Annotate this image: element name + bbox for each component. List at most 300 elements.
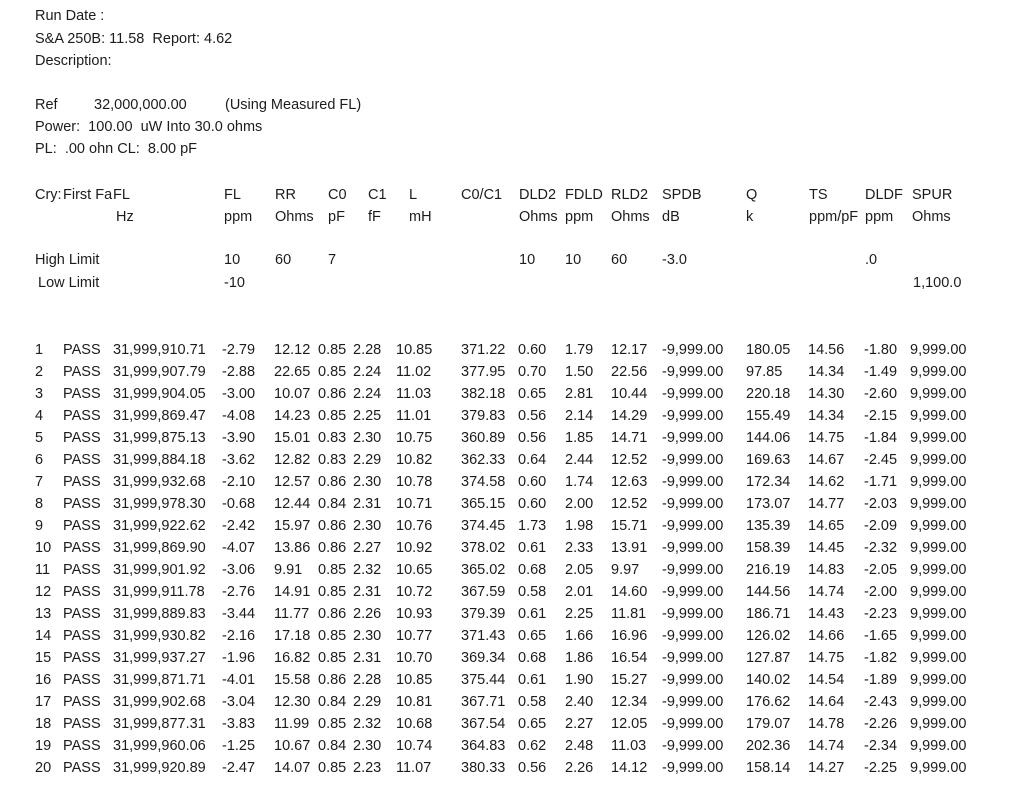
cell-fdld: 2.27 [565, 716, 594, 732]
cell-fl-hz: 31,999,937.27 [113, 650, 206, 666]
cell-fl-ppm: -3.90 [222, 430, 256, 446]
column-unit-c0: pF [328, 209, 345, 225]
cell-dld2: 0.68 [518, 562, 547, 578]
cell-rr: 14.23 [274, 408, 311, 424]
cell-fl-hz: 31,999,932.68 [113, 474, 206, 490]
cell-rld2: 14.29 [611, 408, 648, 424]
cell-dld2: 0.61 [518, 606, 547, 622]
cell-ts: 14.34 [808, 364, 845, 380]
column-unit-l: mH [409, 209, 432, 225]
cell-ts: 14.74 [808, 738, 845, 754]
cell-c0: 0.85 [318, 628, 347, 644]
cell-crystal: 17 [35, 694, 52, 710]
cell-rld2: 16.96 [611, 628, 648, 644]
table-row [0, 430, 1009, 447]
cell-c0-c1: 379.83 [461, 408, 506, 424]
cell-fdld: 1.50 [565, 364, 594, 380]
cell-l: 10.78 [396, 474, 433, 490]
cell-dldf: -2.34 [864, 738, 898, 754]
table-row [0, 650, 1009, 667]
cell-rld2: 22.56 [611, 364, 648, 380]
cell-spur: 9,999.00 [910, 672, 967, 688]
cell-rr: 12.30 [274, 694, 311, 710]
cell-l: 11.03 [396, 386, 432, 402]
cell-fl-ppm: -4.07 [222, 540, 256, 556]
cell-crystal: 19 [35, 738, 52, 754]
column-header-result: First Fa [63, 187, 113, 203]
cell-l: 10.81 [396, 694, 433, 710]
cell-ts: 14.56 [808, 342, 845, 358]
cell-c0: 0.86 [318, 606, 347, 622]
cell-rld2: 11.81 [611, 606, 647, 622]
column-unit-dld2: Ohms [519, 209, 558, 225]
cell-c1: 2.25 [353, 408, 382, 424]
cell-rld2: 14.12 [611, 760, 648, 776]
cell-rr: 15.01 [274, 430, 311, 446]
table-row [0, 518, 1009, 535]
column-unit-spur: Ohms [912, 209, 951, 225]
cell-spur: 9,999.00 [910, 650, 967, 666]
cell-c0-c1: 371.43 [461, 628, 506, 644]
cell-q: 158.14 [746, 760, 791, 776]
cell-spur: 9,999.00 [910, 342, 967, 358]
column-header-fl-hz: FL [113, 187, 130, 203]
cell-dldf: -2.00 [864, 584, 898, 600]
cell-result: PASS [63, 672, 101, 688]
cell-dld2: 0.56 [518, 430, 547, 446]
cell-fdld: 1.66 [565, 628, 594, 644]
high-limit-dld2: 10 [519, 252, 536, 268]
cell-result: PASS [63, 496, 101, 512]
column-header-spdb: SPDB [662, 187, 702, 203]
cell-fl-hz: 31,999,904.05 [113, 386, 206, 402]
cell-rr: 10.07 [274, 386, 311, 402]
cell-result: PASS [63, 474, 101, 490]
cell-rld2: 9.97 [611, 562, 640, 578]
cell-l: 10.65 [396, 562, 433, 578]
cell-spur: 9,999.00 [910, 716, 967, 732]
cell-fdld: 1.79 [565, 342, 594, 358]
cell-spdb: -9,999.00 [662, 694, 724, 710]
high-limit-spdb: -3.0 [662, 252, 687, 268]
cell-dld2: 0.64 [518, 452, 547, 468]
cell-fl-hz: 31,999,920.89 [113, 760, 206, 776]
cell-dldf: -2.23 [864, 606, 898, 622]
table-row [0, 540, 1009, 557]
table-row [0, 628, 1009, 645]
cell-crystal: 2 [35, 364, 44, 380]
cell-fl-ppm: -0.68 [222, 496, 256, 512]
cell-crystal: 11 [35, 562, 51, 578]
column-header-rld2: RLD2 [611, 187, 649, 203]
cell-dld2: 0.68 [518, 650, 547, 666]
cell-rld2: 10.44 [611, 386, 648, 402]
cell-l: 10.85 [396, 672, 433, 688]
table-row [0, 364, 1009, 381]
cell-dldf: -1.82 [864, 650, 898, 666]
cell-c1: 2.30 [353, 430, 382, 446]
cell-c0-c1: 360.89 [461, 430, 506, 446]
cell-result: PASS [63, 408, 101, 424]
cell-c0-c1: 365.15 [461, 496, 506, 512]
cell-crystal: 20 [35, 760, 52, 776]
column-unit-rld2: Ohms [611, 209, 650, 225]
cell-result: PASS [63, 760, 101, 776]
cell-c0-c1: 364.83 [461, 738, 506, 754]
table-row [0, 562, 1009, 579]
cell-spur: 9,999.00 [910, 408, 967, 424]
table-row [0, 606, 1009, 623]
cell-dld2: 1.73 [518, 518, 547, 534]
cell-fl-hz: 31,999,871.71 [113, 672, 206, 688]
cell-fl-hz: 31,999,911.78 [113, 584, 205, 600]
cell-c0-c1: 374.58 [461, 474, 506, 490]
cell-l: 10.68 [396, 716, 433, 732]
cell-ts: 14.74 [808, 584, 845, 600]
column-header-dldf: DLDF [865, 187, 903, 203]
ref-label: Ref [35, 97, 58, 113]
cell-c1: 2.24 [353, 364, 382, 380]
table-row [0, 386, 1009, 403]
cell-l: 10.74 [396, 738, 433, 754]
cell-ts: 14.64 [808, 694, 845, 710]
cell-fdld: 2.14 [565, 408, 594, 424]
cell-crystal: 16 [35, 672, 52, 688]
cell-spdb: -9,999.00 [662, 738, 724, 754]
cell-ts: 14.66 [808, 628, 845, 644]
cell-spur: 9,999.00 [910, 496, 967, 512]
high-limit-row [0, 252, 1009, 269]
cell-dldf: -2.09 [864, 518, 898, 534]
cell-spdb: -9,999.00 [662, 650, 724, 666]
cell-c1: 2.29 [353, 694, 382, 710]
cell-spdb: -9,999.00 [662, 452, 724, 468]
cell-fl-ppm: -2.47 [222, 760, 256, 776]
cell-spdb: -9,999.00 [662, 540, 724, 556]
cell-c0: 0.84 [318, 738, 347, 754]
cell-rld2: 12.63 [611, 474, 648, 490]
table-row [0, 408, 1009, 425]
cell-fl-hz: 31,999,901.92 [113, 562, 206, 578]
table-row [0, 738, 1009, 755]
cell-dldf: -2.32 [864, 540, 898, 556]
cell-result: PASS [63, 606, 101, 622]
cell-crystal: 10 [35, 540, 52, 556]
ref-value: 32,000,000.00 [94, 97, 187, 113]
cell-result: PASS [63, 518, 101, 534]
cell-ts: 14.77 [808, 496, 845, 512]
cell-crystal: 4 [35, 408, 44, 424]
cell-spur: 9,999.00 [910, 606, 967, 622]
cell-q: 186.71 [746, 606, 791, 622]
cell-rr: 15.58 [274, 672, 311, 688]
cell-ts: 14.34 [808, 408, 845, 424]
cell-fdld: 2.25 [565, 606, 594, 622]
cell-spdb: -9,999.00 [662, 628, 724, 644]
cell-crystal: 12 [35, 584, 52, 600]
cell-fl-ppm: -2.79 [222, 342, 256, 358]
cell-c0: 0.85 [318, 584, 347, 600]
cell-dldf: -2.43 [864, 694, 898, 710]
cell-spdb: -9,999.00 [662, 606, 724, 622]
cell-result: PASS [63, 540, 101, 556]
cell-dldf: -1.65 [864, 628, 898, 644]
column-unit-dldf: ppm [865, 209, 894, 225]
cell-spur: 9,999.00 [910, 430, 967, 446]
low-limit-row [0, 275, 1009, 292]
cell-ts: 14.65 [808, 518, 845, 534]
cell-crystal: 6 [35, 452, 44, 468]
cell-c0: 0.86 [318, 518, 347, 534]
cell-l: 10.71 [396, 496, 433, 512]
cell-rr: 12.82 [274, 452, 311, 468]
column-unit-ts: ppm/pF [809, 209, 859, 225]
cell-crystal: 15 [35, 650, 52, 666]
cell-c1: 2.30 [353, 474, 382, 490]
cell-c1: 2.30 [353, 518, 382, 534]
cell-ts: 14.30 [808, 386, 845, 402]
cell-dldf: -2.03 [864, 496, 898, 512]
cell-c1: 2.32 [353, 716, 382, 732]
cell-rld2: 12.52 [611, 452, 648, 468]
cell-crystal: 3 [35, 386, 44, 402]
cell-result: PASS [63, 650, 101, 666]
cell-rld2: 13.91 [611, 540, 648, 556]
cell-q: 220.18 [746, 386, 791, 402]
cell-c0-c1: 379.39 [461, 606, 506, 622]
cell-fl-ppm: -2.88 [222, 364, 256, 380]
cell-fdld: 2.33 [565, 540, 594, 556]
cell-dldf: -2.60 [864, 386, 898, 402]
cell-fl-hz: 31,999,907.79 [113, 364, 206, 380]
cell-result: PASS [63, 562, 101, 578]
cell-fl-hz: 31,999,889.83 [113, 606, 206, 622]
cell-l: 10.85 [396, 342, 433, 358]
cell-spur: 9,999.00 [910, 738, 967, 754]
cell-dld2: 0.65 [518, 386, 547, 402]
cell-c1: 2.27 [353, 540, 382, 556]
cell-rld2: 12.17 [611, 342, 648, 358]
table-row [0, 672, 1009, 689]
cell-result: PASS [63, 364, 101, 380]
high-limit-dldf: .0 [865, 252, 878, 268]
column-header-c0-c1: C0/C1 [461, 187, 503, 203]
cell-spdb: -9,999.00 [662, 672, 724, 688]
pl-cl-line: PL: .00 ohn CL: 8.00 pF [35, 141, 198, 157]
cell-ts: 14.45 [808, 540, 845, 556]
column-header-fl-ppm: FL [224, 187, 241, 203]
cell-fl-ppm: -4.01 [222, 672, 256, 688]
column-header-fdld: FDLD [565, 187, 603, 203]
high-limit-fdld: 10 [565, 252, 582, 268]
column-units [0, 209, 1009, 226]
cell-crystal: 1 [35, 342, 44, 358]
cell-rld2: 11.03 [611, 738, 647, 754]
column-header-q: Q [746, 187, 758, 203]
cell-result: PASS [63, 452, 101, 468]
cell-l: 10.72 [396, 584, 433, 600]
cell-rr: 17.18 [274, 628, 311, 644]
table-row [0, 694, 1009, 711]
cell-spdb: -9,999.00 [662, 386, 724, 402]
cell-ts: 14.75 [808, 430, 845, 446]
cell-fl-hz: 31,999,902.68 [113, 694, 206, 710]
cell-c0-c1: 365.02 [461, 562, 506, 578]
cell-spur: 9,999.00 [910, 364, 967, 380]
cell-crystal: 9 [35, 518, 44, 534]
cell-fdld: 1.86 [565, 650, 594, 666]
cell-l: 10.75 [396, 430, 433, 446]
cell-c0: 0.85 [318, 760, 347, 776]
cell-rr: 16.82 [274, 650, 311, 666]
cell-rld2: 12.34 [611, 694, 648, 710]
cell-spdb: -9,999.00 [662, 760, 724, 776]
cell-c1: 2.31 [353, 584, 382, 600]
cell-rr: 12.12 [274, 342, 311, 358]
low-limit-fl-ppm: -10 [224, 275, 245, 291]
cell-c0-c1: 382.18 [461, 386, 506, 402]
cell-c0: 0.86 [318, 540, 347, 556]
cell-dldf: -2.25 [864, 760, 898, 776]
version-line: S&A 250B: 11.58 Report: 4.62 [35, 31, 233, 47]
cell-fdld: 1.90 [565, 672, 594, 688]
column-header-c1: C1 [368, 187, 387, 203]
cell-q: 172.34 [746, 474, 791, 490]
cell-spdb: -9,999.00 [662, 716, 724, 732]
power-line: Power: 100.00 uW Into 30.0 ohms [35, 119, 263, 135]
cell-crystal: 14 [35, 628, 52, 644]
table-row [0, 716, 1009, 733]
cell-dldf: -1.89 [864, 672, 898, 688]
cell-c0-c1: 374.45 [461, 518, 506, 534]
cell-spur: 9,999.00 [910, 452, 967, 468]
cell-spdb: -9,999.00 [662, 430, 724, 446]
cell-fdld: 1.74 [565, 474, 594, 490]
cell-crystal: 8 [35, 496, 44, 512]
cell-c0-c1: 377.95 [461, 364, 506, 380]
cell-q: 97.85 [746, 364, 783, 380]
cell-q: 155.49 [746, 408, 791, 424]
column-unit-c1: fF [368, 209, 381, 225]
cell-c0-c1: 378.02 [461, 540, 506, 556]
cell-fdld: 2.01 [565, 584, 594, 600]
cell-ts: 14.43 [808, 606, 845, 622]
cell-fdld: 1.98 [565, 518, 594, 534]
cell-spdb: -9,999.00 [662, 364, 724, 380]
cell-c1: 2.23 [353, 760, 382, 776]
cell-fdld: 2.44 [565, 452, 594, 468]
cell-fdld: 1.85 [565, 430, 594, 446]
cell-fl-hz: 31,999,869.90 [113, 540, 206, 556]
table-row [0, 474, 1009, 491]
cell-rr: 14.07 [274, 760, 311, 776]
cell-c0-c1: 362.33 [461, 452, 506, 468]
cell-q: 179.07 [746, 716, 791, 732]
cell-rld2: 12.05 [611, 716, 648, 732]
cell-spur: 9,999.00 [910, 628, 967, 644]
cell-fl-ppm: -1.96 [222, 650, 256, 666]
cell-dld2: 0.70 [518, 364, 547, 380]
cell-dldf: -1.71 [864, 474, 898, 490]
cell-spur: 9,999.00 [910, 518, 967, 534]
cell-dld2: 0.61 [518, 540, 547, 556]
cell-c1: 2.31 [353, 650, 382, 666]
cell-q: 158.39 [746, 540, 791, 556]
cell-c0: 0.83 [318, 430, 347, 446]
cell-l: 10.70 [396, 650, 433, 666]
cell-rld2: 14.71 [611, 430, 648, 446]
cell-fl-ppm: -3.44 [222, 606, 256, 622]
cell-c0: 0.85 [318, 562, 347, 578]
cell-spdb: -9,999.00 [662, 474, 724, 490]
cell-fl-ppm: -2.16 [222, 628, 256, 644]
column-header-l: L [409, 187, 418, 203]
cell-fl-hz: 31,999,869.47 [113, 408, 206, 424]
cell-rld2: 14.60 [611, 584, 648, 600]
table-row [0, 452, 1009, 469]
cell-ts: 14.54 [808, 672, 845, 688]
high-limit-fl-ppm: 10 [224, 252, 241, 268]
cell-c0: 0.85 [318, 408, 347, 424]
cell-c0-c1: 367.71 [461, 694, 506, 710]
cell-crystal: 13 [35, 606, 52, 622]
cell-rr: 11.99 [274, 716, 310, 732]
cell-ts: 14.67 [808, 452, 845, 468]
cell-rr: 14.91 [274, 584, 311, 600]
cell-result: PASS [63, 738, 101, 754]
cell-dldf: -1.49 [864, 364, 898, 380]
cell-fl-ppm: -3.83 [222, 716, 256, 732]
cell-c0-c1: 369.34 [461, 650, 506, 666]
cell-fl-ppm: -2.10 [222, 474, 256, 490]
cell-fl-hz: 31,999,922.62 [113, 518, 206, 534]
column-unit-fl-ppm: ppm [224, 209, 253, 225]
cell-spdb: -9,999.00 [662, 584, 724, 600]
cell-q: 202.36 [746, 738, 791, 754]
cell-fl-ppm: -3.62 [222, 452, 256, 468]
cell-q: 144.06 [746, 430, 791, 446]
cell-rr: 22.65 [274, 364, 311, 380]
cell-c0: 0.86 [318, 672, 347, 688]
table-row [0, 760, 1009, 777]
column-unit-q: k [746, 209, 754, 225]
cell-rld2: 15.71 [611, 518, 648, 534]
column-unit-fdld: ppm [565, 209, 594, 225]
cell-dld2: 0.58 [518, 584, 547, 600]
cell-spur: 9,999.00 [910, 562, 967, 578]
cell-l: 11.07 [396, 760, 432, 776]
cell-rld2: 12.52 [611, 496, 648, 512]
cell-fl-hz: 31,999,877.31 [113, 716, 206, 732]
cell-result: PASS [63, 694, 101, 710]
cell-l: 10.82 [396, 452, 433, 468]
cell-fl-ppm: -1.25 [222, 738, 256, 754]
cell-crystal: 18 [35, 716, 52, 732]
column-header-rr: RR [275, 187, 296, 203]
cell-dld2: 0.56 [518, 760, 547, 776]
cell-spdb: -9,999.00 [662, 342, 724, 358]
column-headers [0, 187, 1009, 204]
cell-c1: 2.26 [353, 606, 382, 622]
column-unit-rr: Ohms [275, 209, 314, 225]
cell-c0-c1: 367.59 [461, 584, 506, 600]
cell-fl-ppm: -3.06 [222, 562, 256, 578]
cell-fl-hz: 31,999,930.82 [113, 628, 206, 644]
cell-rr: 11.77 [274, 606, 310, 622]
cell-dld2: 0.62 [518, 738, 547, 754]
cell-ts: 14.62 [808, 474, 845, 490]
cell-result: PASS [63, 342, 101, 358]
